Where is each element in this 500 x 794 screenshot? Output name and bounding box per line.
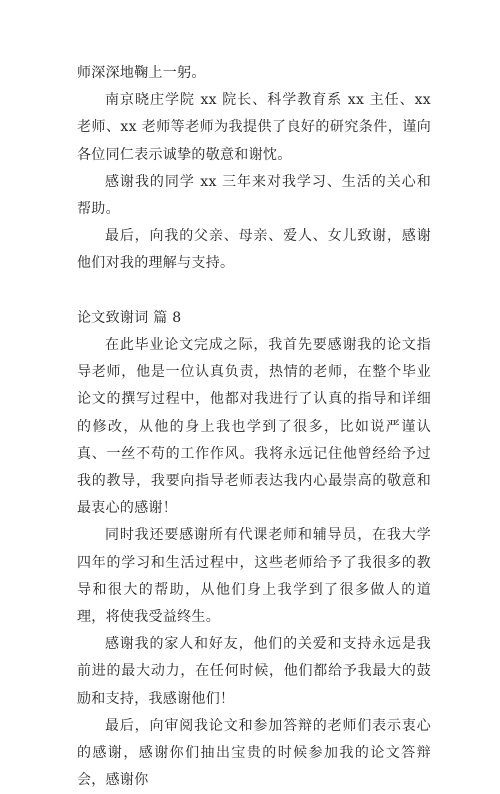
section-gap <box>77 278 431 305</box>
paragraph: 在此毕业论文完成之际，我首先要感谢我的论文指导老师，他是一位认真负责，热情的老师，在整个毕业论文的撰写过程中，他都对我进行了认真的指导和详细的修改，从他的身上我也学到了很多，比如说严谨认真、一丝不苟的工作作风。我将永远记住他曾经给予过我的教导，我要向指导老师表达我内心最崇高的敬意和最衷心的感谢！ <box>77 337 431 517</box>
paragraph: 感谢我的同学 xx 三年来对我学习、生活的关心和帮助。 <box>77 173 431 218</box>
paragraph: 师深深地鞠上一躬。 <box>77 65 206 81</box>
paragraph: 感谢我的家人和好友，他们的关爱和支持永远是我前进的最大动力，在任何时候，他们都给予我最大的鼓励和支持，我感谢他们！ <box>77 636 431 707</box>
paragraph: 同时我还要感谢所有代课老师和辅导员，在我大学四年的学习和生活过程中，这些老师给予了我很多的教导和很大的帮助，从他们身上我学到了很多做人的道理，将使我受益终生。 <box>77 527 431 626</box>
paragraph: 最后，向审阅我论文和参加答辩的老师们表示衷心的感谢，感谢你们抽出宝贵的时候参加我的论文答辩会，感谢你 <box>77 717 431 789</box>
document-body <box>77 60 431 794</box>
section-title: 论文致谢词 篇 8 <box>77 309 182 326</box>
paragraph: 最后，向我的父亲、母亲、爱人、女儿致谢，感谢他们对我的理解与支持。 <box>77 228 431 272</box>
paragraph: 南京晓庄学院 xx 院长、科学教育系 xx 主任、xx 老师、xx 老师等老师为我提供了良好的研究条件，谨向各位同仁表示诚挚的敬意和谢忱。 <box>77 92 431 163</box>
